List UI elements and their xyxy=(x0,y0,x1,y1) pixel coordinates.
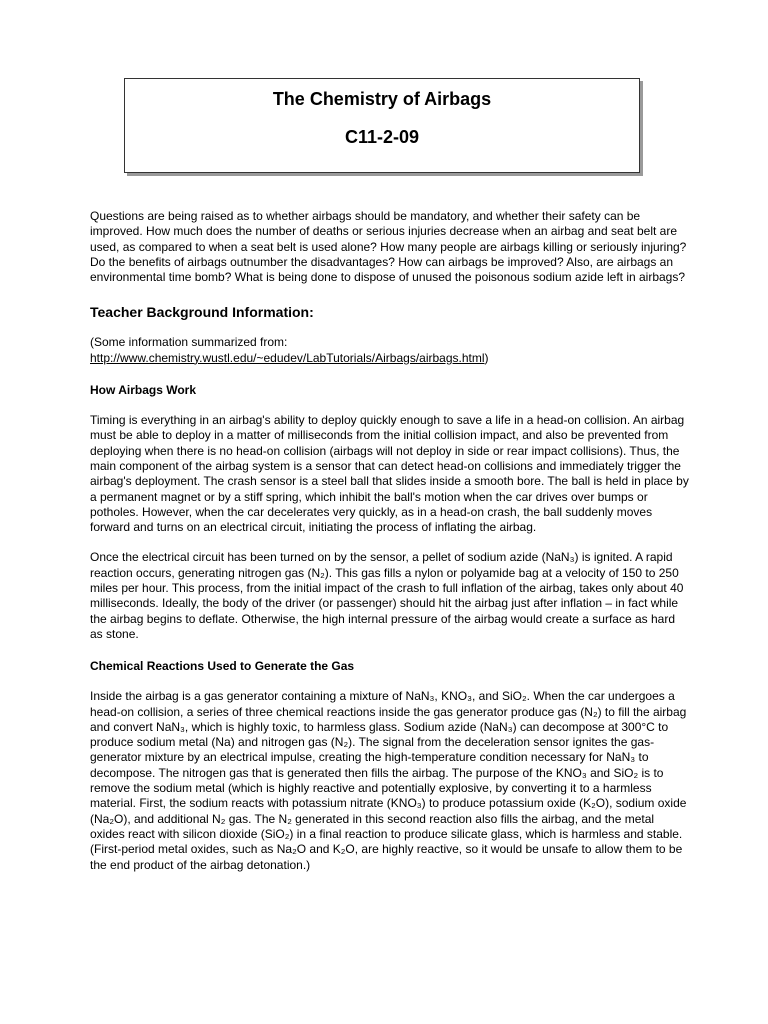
teacher-background-heading: Teacher Background Information: xyxy=(90,304,314,321)
how-airbags-work-heading: How Airbags Work xyxy=(90,383,197,398)
title-box xyxy=(124,78,640,173)
source-note xyxy=(90,335,690,366)
document-body xyxy=(90,209,690,873)
how-airbags-work-paragraph-2: Once the electrical circuit has been turned on by the sensor, a pellet of sodium azide (NaN₃) is ignited. A rapid reaction occurs, generating nitrogen gas (N₂). This gas fills a nylon or polyamide bag at a velocity of 150 to 250 miles per hour. This process, from the initial impact of the crash to full inflation of the airbag, takes only about 40 milliseconds. Ideally, the body of the driver (or passenger) should hit the airbag just after inflation – in fact while the airbag begins to deflate. Otherwise, the high internal pressure of the airbag would create a surface as hard as stone. xyxy=(90,550,684,641)
document-title: The Chemistry of Airbags xyxy=(272,89,492,109)
source-suffix: ) xyxy=(484,350,489,365)
intro-paragraph: Questions are being raised as to whether airbags should be mandatory, and whether their safety can be improved. How much does the number of deaths or serious injuries decrease when an airbag and seat belt are used, as compared to when a seat belt is used alone? How many people are airbags killing or seriously injuring? Do the benefits of airbags outnumber the disadvantages? How can airbags be improved? Also, are airbags an environmental time bomb? What is being done to dispose of unused the poisonous sodium azide left in airbags? xyxy=(90,209,687,285)
source-link[interactable]: http://www.chemistry.wustl.edu/~edudev/LabTutorials/Airbags/airbags.html xyxy=(90,350,485,365)
chemical-reactions-paragraph: Inside the airbag is a gas generator containing a mixture of NaN₃, KNO₃, and SiO₂. When the car undergoes a head-on collision, a series of three chemical reactions inside the gas generator produce gas (N₂) to fill the airbag and convert NaN₃, which is highly toxic, to harmless glass. Sodium azide (NaN₃) can decompose at 300°C to produce sodium metal (Na) and nitrogen gas (N₂). The signal from the deceleration sensor ignites the gas-generator mixture by an electrical impulse, creating the high-temperature condition necessary for NaN₃ to decompose. The nitrogen gas that is generated then fills the airbag. The purpose of the KNO₃ and SiO₂ is to remove the sodium metal (which is highly reactive and potentially explosive, by converting it to a harmless material. First, the sodium reacts with potassium nitrate (KNO₃) to produce potassium oxide (K₂O), sodium oxide (Na₂O), and additional N₂ gas. The N₂ generated in this second reaction also fills the airbag, and the metal oxides react with silicon dioxide (SiO₂) in a final reaction to produce silicate glass, which is harmless and stable. (First-period metal oxides, such as Na₂O and K₂O, are highly reactive, so it would be unsafe to allow them to be the end product of the airbag detonation.) xyxy=(90,689,687,872)
chemical-reactions-heading: Chemical Reactions Used to Generate the Gas xyxy=(90,659,355,674)
source-prefix: (Some information summarized from: xyxy=(90,335,288,350)
document-code: C11-2-09 xyxy=(344,127,420,147)
how-airbags-work-paragraph-1: Timing is everything in an airbag's ability to deploy quickly enough to save a life in a head-on collision. An airbag must be able to deploy in a matter of milliseconds from the initial collision impact, and also be prevented from deploying when there is no head-on collision (airbags will not deploy in side or rear impact collisions). Thus, the main component of the airbag system is a sensor that can detect head-on collisions and immediately trigger the airbag's deployment. The crash sensor is a steel ball that slides inside a smooth bore. The ball is held in place by a permanent magnet or by a stiff spring, which inhibit the ball's motion when the car drives over bumps or potholes. However, when the car decelerates very quickly, as in a head-on crash, the ball suddenly moves forward and turns on an electrical circuit, initiating the process of inflating the airbag. xyxy=(90,413,689,535)
